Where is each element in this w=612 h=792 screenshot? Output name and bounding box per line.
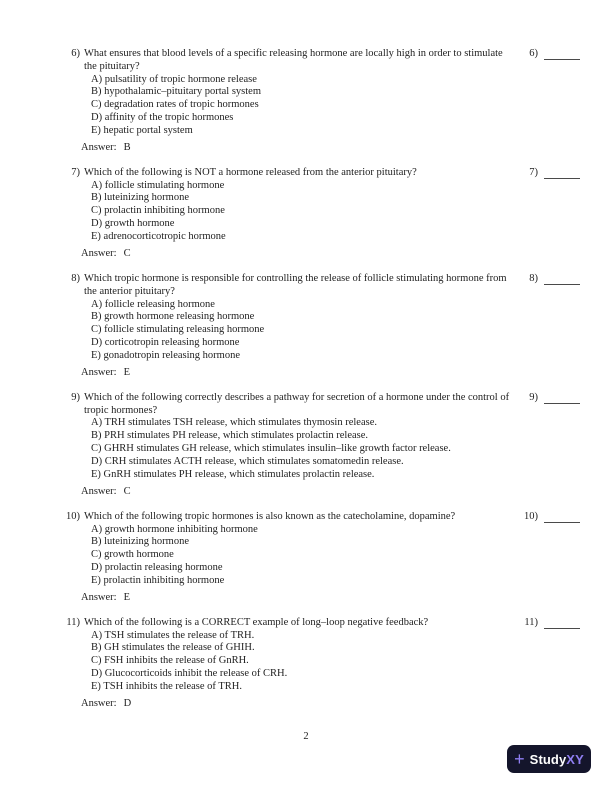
option-d: D) prolactin releasing hormone: [91, 561, 223, 573]
question-body: [60, 167, 516, 261]
question-number: 6): [71, 48, 80, 59]
answer-blank-line: [544, 511, 580, 523]
options-list: [91, 299, 516, 363]
marker-number: 8): [529, 272, 538, 284]
answer-value: C: [123, 248, 131, 260]
answer-label: Answer:: [81, 248, 117, 260]
question-body: [60, 617, 516, 711]
answer-value: E: [123, 367, 130, 379]
question-text: Which of the following is a CORRECT example of long–loop negative feedback?: [84, 616, 429, 628]
option-c: C) degradation rates of tropic hormones: [91, 99, 259, 111]
answer-line: [81, 142, 516, 155]
answer-label: Answer:: [81, 485, 117, 497]
question-text: Which of the following is NOT a hormone released from the anterior pituitary?: [84, 166, 417, 178]
answer-value: C: [123, 485, 131, 497]
answer-line: [81, 486, 516, 499]
option-b: B) luteinizing hormone: [91, 536, 189, 548]
question-10: [60, 511, 580, 605]
question-stem: [60, 167, 516, 180]
option-d: D) growth hormone: [91, 218, 175, 230]
answer-blank: [529, 167, 580, 261]
question-stem: [60, 511, 516, 524]
question-body: [60, 48, 516, 155]
answer-blank-line: [544, 392, 580, 404]
marker-number: 7): [529, 166, 538, 178]
question-8: [60, 273, 580, 380]
option-e: E) GnRH stimulates PH release, which stimulates prolactin release.: [91, 468, 375, 480]
option-e: E) hepatic portal system: [91, 124, 193, 136]
option-e: E) prolactin inhibiting hormone: [91, 574, 225, 586]
brand-name: [530, 753, 584, 766]
options-list: [91, 74, 516, 138]
page-number: 2: [303, 731, 309, 742]
answer-value: E: [123, 591, 130, 603]
answer-blank-line: [544, 167, 580, 179]
answer-blank-line: [544, 273, 580, 285]
option-a: A) TSH stimulates the release of TRH.: [91, 629, 255, 641]
option-e: E) TSH inhibits the release of TRH.: [91, 680, 242, 692]
answer-label: Answer:: [81, 142, 117, 154]
option-b: B) hypothalamic–pituitary portal system: [91, 86, 262, 98]
answer-line: [81, 248, 516, 261]
question-9: [60, 392, 580, 499]
answer-blank: [524, 617, 580, 711]
option-a: A) follicle releasing hormone: [91, 298, 215, 310]
question-6: [60, 48, 580, 155]
answer-blank: [529, 48, 580, 155]
question-stem: [60, 273, 516, 299]
marker-number: 10): [524, 510, 538, 522]
question-11: [60, 617, 580, 711]
answer-blank: [529, 273, 580, 380]
question-7: [60, 167, 580, 261]
option-d: D) corticotropin releasing hormone: [91, 336, 240, 348]
answer-label: Answer:: [81, 591, 117, 603]
marker-number: 6): [529, 48, 538, 59]
answer-blank: [524, 511, 580, 605]
answer-blank: [529, 392, 580, 499]
option-a: A) TRH stimulates TSH release, which stimulates thymosin release.: [91, 417, 377, 429]
question-text: Which of the following tropic hormones is also known as the catecholamine, dopamine?: [84, 510, 456, 522]
option-e: E) adrenocorticotropic hormone: [91, 230, 226, 242]
options-list: [91, 417, 516, 481]
option-c: C) growth hormone: [91, 549, 174, 561]
option-b: B) GH stimulates the release of GHIH.: [91, 642, 255, 654]
option-c: C) follicle stimulating releasing hormone: [91, 324, 265, 336]
option-c: C) prolactin inhibiting hormone: [91, 205, 225, 217]
option-a: A) follicle stimulating hormone: [91, 179, 225, 191]
marker-number: 9): [529, 391, 538, 403]
question-number: 8): [71, 272, 80, 284]
question-body: [60, 392, 516, 499]
option-d: D) Glucocorticoids inhibit the release of CRH.: [91, 667, 288, 679]
question-number: 10): [66, 510, 80, 522]
question-number: 9): [71, 391, 80, 403]
option-c: C) FSH inhibits the release of GnRH.: [91, 655, 249, 667]
question-stem: [60, 392, 516, 418]
question-stem: [60, 617, 516, 630]
option-d: D) affinity of the tropic hormones: [91, 111, 234, 123]
options-list: [91, 630, 516, 694]
answer-label: Answer:: [81, 698, 117, 710]
option-b: B) PRH stimulates PH release, which stimulates prolactin release.: [91, 430, 369, 442]
options-list: [91, 180, 516, 244]
answer-label: Answer:: [81, 367, 117, 379]
question-body: [60, 273, 516, 380]
answer-line: [81, 698, 516, 711]
question-stem: [60, 48, 516, 74]
option-b: B) growth hormone releasing hormone: [91, 311, 255, 323]
answer-value: B: [123, 142, 131, 154]
question-text: What ensures that blood levels of a specific releasing hormone are locally high in order to stimulate the pituitary?: [84, 48, 503, 72]
question-number: 7): [71, 166, 80, 178]
question-number: 11): [66, 616, 80, 628]
option-d: D) CRH stimulates ACTH release, which stimulates somatomedin release.: [91, 455, 404, 467]
brand-name-primary: Study: [529, 751, 567, 767]
questions-list: [60, 48, 580, 723]
answer-value: D: [123, 698, 132, 710]
studyxy-badge: [507, 745, 591, 773]
option-b: B) luteinizing hormone: [91, 192, 189, 204]
option-c: C) GHRH stimulates GH release, which stimulates insulin–like growth factor release.: [91, 443, 451, 455]
options-list: [91, 524, 516, 588]
answer-blank-line: [544, 48, 580, 60]
option-a: A) growth hormone inhibiting hormone: [91, 523, 258, 535]
option-e: E) gonadotropin releasing hormone: [91, 349, 240, 361]
question-text: Which of the following correctly describes a pathway for secretion of a hormone under the control of tropic hormones?: [84, 391, 510, 416]
plus-icon: +: [514, 748, 525, 769]
question-text: Which tropic hormone is responsible for controlling the release of follicle stimulating hormone from the anterior pituitary?: [84, 272, 507, 297]
brand-name-accent: XY: [566, 751, 584, 767]
answer-blank-line: [544, 617, 580, 629]
marker-number: 11): [524, 616, 538, 628]
answer-line: [81, 592, 516, 605]
question-body: [60, 511, 516, 605]
answer-line: [81, 367, 516, 380]
option-a: A) pulsatility of tropic hormone release: [91, 73, 257, 85]
